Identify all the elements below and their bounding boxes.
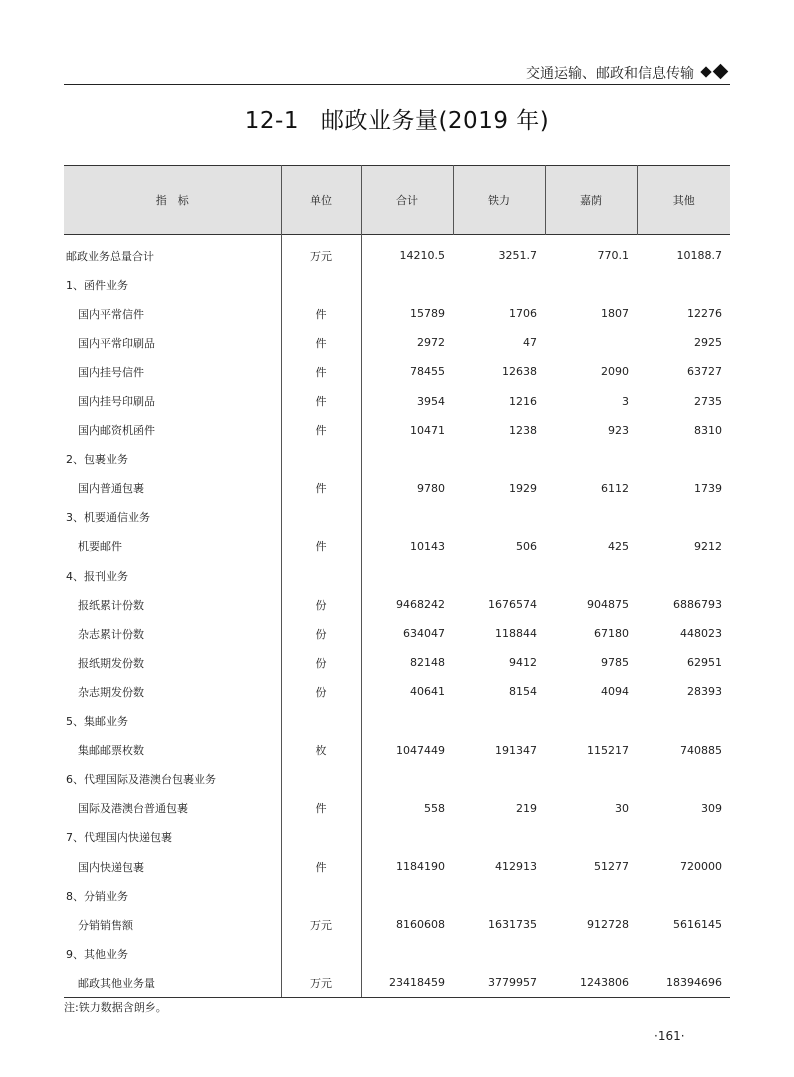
row-unit [281, 881, 361, 910]
table-row [64, 648, 730, 677]
value-cell: 118844 [495, 627, 537, 641]
value-cell: 3 [622, 394, 629, 408]
value-cell: 62951 [687, 656, 722, 670]
table-row [64, 881, 730, 910]
table-row [64, 357, 730, 386]
value-cell: 9468242 [396, 598, 445, 612]
value-cell: 2972 [417, 336, 445, 350]
value-cell [453, 561, 545, 590]
value-cell: 23418459 [361, 968, 453, 998]
value-cell [545, 270, 637, 299]
value-cell: 1243806 [545, 968, 637, 998]
value-cell [545, 445, 637, 474]
value-cell: 2735 [694, 394, 722, 408]
value-cell [637, 939, 730, 968]
row-label: 报纸期发份数 [78, 656, 144, 670]
value-cell [545, 707, 637, 736]
table-row [64, 736, 730, 765]
value-cell: 1807 [601, 307, 629, 321]
value-cell: 309 [701, 801, 722, 815]
value-cell: 6886793 [673, 598, 722, 612]
table-row [64, 386, 730, 415]
value-cell [361, 561, 453, 590]
value-cell [637, 765, 730, 794]
value-cell: 1184190 [396, 860, 445, 874]
column-header: 其他 [637, 166, 730, 235]
row-unit: 份 [281, 677, 361, 706]
value-cell [361, 503, 453, 532]
table-title-text: 邮政业务量(2019 年) [320, 108, 550, 134]
value-cell [637, 445, 730, 474]
page-number: ·161· [654, 1029, 685, 1043]
table-title [0, 102, 794, 135]
row-unit: 件 [281, 357, 361, 386]
value-cell [361, 707, 453, 736]
statistics-table-container [64, 165, 730, 998]
value-cell: 18394696 [637, 968, 730, 998]
row-unit: 件 [281, 474, 361, 503]
row-label: 国内挂号信件 [78, 365, 144, 379]
value-cell: 4094 [601, 685, 629, 699]
value-cell: 78455 [410, 365, 445, 379]
value-cell: 1739 [694, 481, 722, 495]
value-cell [453, 707, 545, 736]
row-label: 2、包裹业务 [66, 453, 128, 467]
value-cell [545, 939, 637, 968]
value-cell: 8154 [509, 685, 537, 699]
table-row [64, 910, 730, 939]
value-cell: 1706 [509, 307, 537, 321]
value-cell: 1216 [509, 394, 537, 408]
row-label: 国内平常信件 [78, 307, 144, 321]
value-cell: 3251.7 [498, 249, 537, 263]
value-cell [453, 503, 545, 532]
value-cell: 47 [523, 336, 537, 350]
row-unit: 万元 [281, 968, 361, 998]
row-label: 1、函件业务 [66, 278, 128, 292]
value-cell: 12276 [687, 307, 722, 321]
value-cell: 448023 [680, 627, 722, 641]
value-cell: 720000 [680, 860, 722, 874]
row-label: 国内邮资机函件 [78, 424, 155, 438]
row-label: 杂志期发份数 [78, 685, 144, 699]
row-label: 杂志累计份数 [78, 627, 144, 641]
row-unit [281, 561, 361, 590]
value-cell: 40641 [410, 685, 445, 699]
value-cell: 115217 [587, 743, 629, 757]
table-row [64, 765, 730, 794]
value-cell: 1929 [509, 481, 537, 495]
row-unit [281, 270, 361, 299]
row-unit: 件 [281, 794, 361, 823]
value-cell [453, 270, 545, 299]
value-cell [361, 270, 453, 299]
value-cell [637, 823, 730, 852]
table-row [64, 677, 730, 706]
value-cell [453, 445, 545, 474]
value-cell: 3779957 [453, 968, 545, 998]
value-cell [545, 561, 637, 590]
table-number: 12-1 [244, 108, 299, 134]
value-cell [637, 503, 730, 532]
value-cell: 30 [615, 801, 629, 815]
row-unit: 份 [281, 590, 361, 619]
column-header: 铁力 [453, 166, 545, 235]
row-unit: 件 [281, 328, 361, 357]
table-row [64, 270, 730, 299]
row-label: 机要邮件 [78, 540, 122, 554]
value-cell: 6112 [601, 481, 629, 495]
table-row [64, 532, 730, 561]
row-unit: 件 [281, 852, 361, 881]
row-unit: 万元 [281, 910, 361, 939]
value-cell: 412913 [495, 860, 537, 874]
row-unit [281, 445, 361, 474]
row-unit [281, 503, 361, 532]
table-row [64, 474, 730, 503]
row-unit: 件 [281, 386, 361, 415]
row-unit: 件 [281, 532, 361, 561]
row-unit [281, 765, 361, 794]
table-row [64, 823, 730, 852]
value-cell: 191347 [495, 743, 537, 757]
footnote: 注:铁力数据含朗乡。 [64, 1001, 167, 1014]
row-unit: 万元 [281, 235, 361, 271]
value-cell [637, 707, 730, 736]
value-cell: 904875 [587, 598, 629, 612]
value-cell: 3954 [417, 394, 445, 408]
value-cell: 12638 [502, 365, 537, 379]
value-cell [453, 823, 545, 852]
table-row [64, 299, 730, 328]
value-cell: 5616145 [673, 918, 722, 932]
table-row [64, 852, 730, 881]
value-cell: 82148 [410, 656, 445, 670]
value-cell: 425 [608, 539, 629, 553]
value-cell: 9780 [417, 481, 445, 495]
value-cell [453, 939, 545, 968]
value-cell [545, 823, 637, 852]
value-cell: 506 [516, 539, 537, 553]
table-row [64, 328, 730, 357]
value-cell: 9212 [694, 539, 722, 553]
value-cell: 219 [516, 801, 537, 815]
value-cell: 63727 [687, 365, 722, 379]
value-cell [453, 765, 545, 794]
value-cell: 770.1 [597, 249, 629, 263]
value-cell: 740885 [680, 743, 722, 757]
value-cell: 923 [608, 423, 629, 437]
table-row [64, 707, 730, 736]
value-cell: 2090 [601, 365, 629, 379]
running-header [64, 58, 730, 85]
row-unit [281, 939, 361, 968]
table-row [64, 561, 730, 590]
value-cell: 1238 [509, 423, 537, 437]
value-cell: 1676574 [488, 598, 537, 612]
row-label: 5、集邮业务 [66, 715, 128, 729]
value-cell [545, 881, 637, 910]
row-label: 9、其他业务 [66, 947, 128, 961]
value-cell: 1047449 [396, 743, 445, 757]
value-cell: 15789 [410, 307, 445, 321]
value-cell: 9785 [601, 656, 629, 670]
row-label: 4、报刊业务 [66, 569, 128, 583]
value-cell: 8160608 [396, 918, 445, 932]
value-cell [361, 881, 453, 910]
value-cell [545, 328, 637, 357]
value-cell: 67180 [594, 627, 629, 641]
row-label: 3、机要通信业务 [66, 511, 150, 525]
row-label: 报纸累计份数 [78, 598, 144, 612]
row-label: 7、代理国内快递包裹 [66, 831, 172, 845]
table-header-row [64, 166, 730, 235]
value-cell [361, 765, 453, 794]
row-label: 邮政其他业务量 [64, 968, 281, 998]
row-label: 国际及港澳台普通包裹 [78, 802, 188, 816]
table-row [64, 968, 730, 998]
value-cell [637, 270, 730, 299]
value-cell: 10471 [410, 423, 445, 437]
value-cell: 28393 [687, 685, 722, 699]
row-label: 国内普通包裹 [78, 482, 144, 496]
row-unit [281, 823, 361, 852]
value-cell: 51277 [594, 860, 629, 874]
row-label: 8、分销业务 [66, 889, 128, 903]
value-cell: 9412 [509, 656, 537, 670]
row-unit: 份 [281, 619, 361, 648]
value-cell: 10188.7 [676, 249, 722, 263]
row-label: 分销销售额 [78, 918, 133, 932]
row-unit: 件 [281, 416, 361, 445]
column-header: 嘉荫 [545, 166, 637, 235]
row-label: 集邮邮票枚数 [78, 744, 144, 758]
table-row [64, 445, 730, 474]
value-cell: 10143 [410, 539, 445, 553]
row-label: 国内挂号印刷品 [78, 395, 155, 409]
row-unit: 枚 [281, 736, 361, 765]
column-header: 单位 [281, 166, 361, 235]
value-cell [361, 445, 453, 474]
table-row [64, 794, 730, 823]
value-cell: 14210.5 [399, 249, 445, 263]
row-label: 邮政业务总量合计 [66, 249, 154, 263]
value-cell [453, 881, 545, 910]
column-header: 合计 [361, 166, 453, 235]
row-unit [281, 707, 361, 736]
value-cell: 912728 [587, 918, 629, 932]
column-header: 指 标 [64, 166, 281, 235]
row-label: 6、代理国际及港澳台包裹业务 [66, 773, 216, 787]
value-cell: 558 [424, 801, 445, 815]
postal-business-table [64, 165, 730, 998]
row-unit: 份 [281, 648, 361, 677]
table-row [64, 590, 730, 619]
row-unit: 件 [281, 299, 361, 328]
value-cell [545, 503, 637, 532]
row-label: 国内快递包裹 [78, 860, 144, 874]
value-cell: 8310 [694, 423, 722, 437]
value-cell [361, 823, 453, 852]
section-title: 交通运输、邮政和信息传输 [526, 66, 694, 82]
value-cell: 2925 [694, 336, 722, 350]
table-row [64, 619, 730, 648]
value-cell [545, 765, 637, 794]
row-label: 国内平常印刷品 [78, 336, 155, 350]
table-row [64, 235, 730, 271]
table-row [64, 503, 730, 532]
value-cell [637, 561, 730, 590]
value-cell [361, 939, 453, 968]
value-cell [637, 881, 730, 910]
table-row [64, 939, 730, 968]
diamond-ornament-icon [698, 64, 730, 80]
table-row [64, 416, 730, 445]
value-cell: 1631735 [488, 918, 537, 932]
value-cell: 634047 [403, 627, 445, 641]
